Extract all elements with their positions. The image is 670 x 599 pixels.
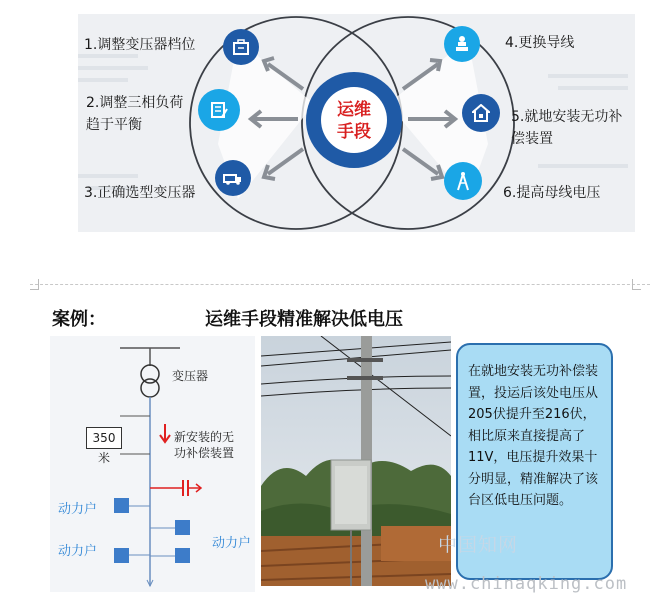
item-4-label: 4.更换导线 — [505, 35, 575, 51]
load-box — [175, 548, 190, 563]
page-divider — [30, 284, 650, 285]
corner-mark-left — [30, 279, 39, 290]
callout-text: 在就地安装无功补偿装置，投运后该处电压从205伏提升至216伏，相比原来直接提高了11V，电压提升效果十分明显，精准解决了该台区低电压问题。 — [468, 364, 599, 508]
item-5-label — [511, 106, 622, 150]
site-photo-drawing — [261, 336, 451, 586]
transformer-coil-top — [141, 365, 159, 383]
circuit-schematic — [50, 336, 255, 592]
case-label: 案例： — [52, 309, 106, 330]
watermark-cn: 中国知网 — [438, 534, 519, 556]
item-2-label-line1: 2.调整三相负荷 — [86, 95, 184, 111]
item-5-label-line2: 偿装置 — [511, 131, 553, 147]
tower-icon — [444, 162, 482, 200]
site-photo — [261, 336, 451, 586]
load-label-3: 动力户 — [212, 536, 252, 551]
center-label — [321, 99, 387, 143]
transformer-label: 变压器 — [172, 369, 209, 383]
load-box — [114, 548, 129, 563]
load-box — [114, 498, 129, 513]
truck-icon — [215, 160, 251, 196]
item-5-label-line1: 5.就地安装无功补 — [511, 109, 623, 125]
device-label-line1: 新安装的无 — [174, 430, 235, 444]
item-2-label — [86, 92, 183, 136]
briefcase-icon — [223, 29, 259, 65]
item-6-label: 6.提高母线电压 — [503, 185, 601, 201]
item-1-label: 1.调整变压器档位 — [84, 37, 196, 53]
transformer-coil-bottom — [141, 379, 159, 397]
item-2-label-line2: 趋于平衡 — [86, 117, 142, 133]
device-label — [174, 429, 234, 461]
distance-label: 350米 — [86, 427, 122, 449]
load-label-2: 动力户 — [58, 544, 98, 559]
stack-icon — [444, 26, 480, 62]
load-label-1: 动力户 — [58, 502, 98, 517]
corner-mark-right — [632, 279, 641, 290]
center-label-line2: 手段 — [337, 122, 371, 142]
device-label-line2: 功补偿装置 — [174, 446, 235, 460]
load-box — [175, 520, 190, 535]
item-3-label: 3.正确选型变压器 — [84, 185, 196, 201]
slide-title: 运维手段精准解决低电压 — [205, 309, 403, 330]
center-label-line1: 运维 — [337, 100, 371, 120]
watermark-url: www.chinaqking.com — [425, 574, 628, 594]
remedy-diagram — [78, 14, 635, 232]
house-plug-icon — [462, 94, 500, 132]
edit-note-icon — [198, 89, 240, 131]
